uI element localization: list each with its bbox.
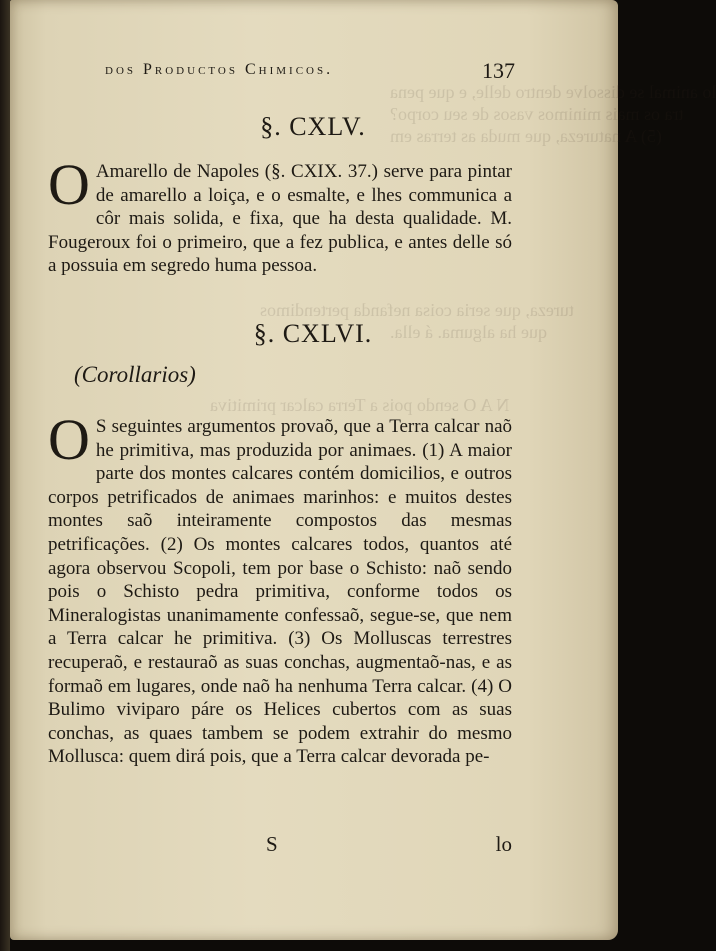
page-header (105, 58, 515, 88)
bleed-through-text: tureza, que seria coisa nefanda pertendimos (260, 300, 574, 320)
bleed-through-text: N A O sendo pois a Terra calcar primitiva (210, 395, 510, 415)
paragraph-section-2 (48, 407, 512, 769)
paragraph-section-1 (48, 152, 512, 278)
drop-cap: O (48, 407, 90, 472)
book-spine-shadow (0, 0, 10, 951)
bleed-through-text: tra os mais minimos vasos de seu corpo? (390, 104, 684, 124)
paragraph-text: Amarello de Napoles (§. CXIX. 37.) serve para pintar de amarello a loiça, e o esmalte, e lhes communica a côr mais solida, e fixa, que ha desta qualidade. M. Fougeroux foi o primeiro, que a fez publica, e antes delle só a possuia em segredo huma pessoa. (48, 161, 512, 277)
page-number: 137 (482, 58, 515, 83)
section-heading: §. CXLVI. (253, 319, 373, 348)
bleed-through-text: que ha alguma. á ella. (390, 322, 547, 342)
catchword: lo (495, 832, 512, 856)
signature-mark: S (266, 832, 278, 856)
bleed-through-text: (5) A natureza, que muda as terras em (390, 126, 662, 146)
running-head: dos Productos Chimicos. (105, 61, 334, 78)
drop-cap: O (48, 152, 90, 217)
section-heading: §. CXLV. (260, 112, 366, 141)
page-footer (48, 832, 512, 862)
subheading: (Corollarios) (74, 362, 196, 387)
bleed-through-text: lo animal se dissolve dentro delle, e que pena (390, 82, 716, 102)
paragraph-text: S seguintes argumentos provaõ, que a Terra calcar naõ he primitiva, mas produzida por animaes. (1) A maior parte dos montes calcares contém domicilios, e outros corpos petrificados de animaes marinhos: e muitos destes montes saõ inteiramente compostos das mesmas petrificações. (2) Os montes calcares todos, quantos até agora observou Scopoli, tem por base o Schisto: naõ sendo pois o Schisto pedra primitiva, conforme todos os Mineralogistas unanimamente confessaõ, segue-se, que nem a Terra calcar he primitiva. (3) Os Molluscas terrestres recuperaõ, e restauraõ as suas conchas, augmentaõ-nas, e as formaõ em lugares, onde naõ ha nenhuma Terra calcar. (4) O Bulimo viviparo páre os Helices cubertos com as suas conchas, as quaes tambem se podem extrahir do mesmo Mollusca: quem dirá pois, que a Terra calcar devorada pe- (48, 416, 512, 768)
